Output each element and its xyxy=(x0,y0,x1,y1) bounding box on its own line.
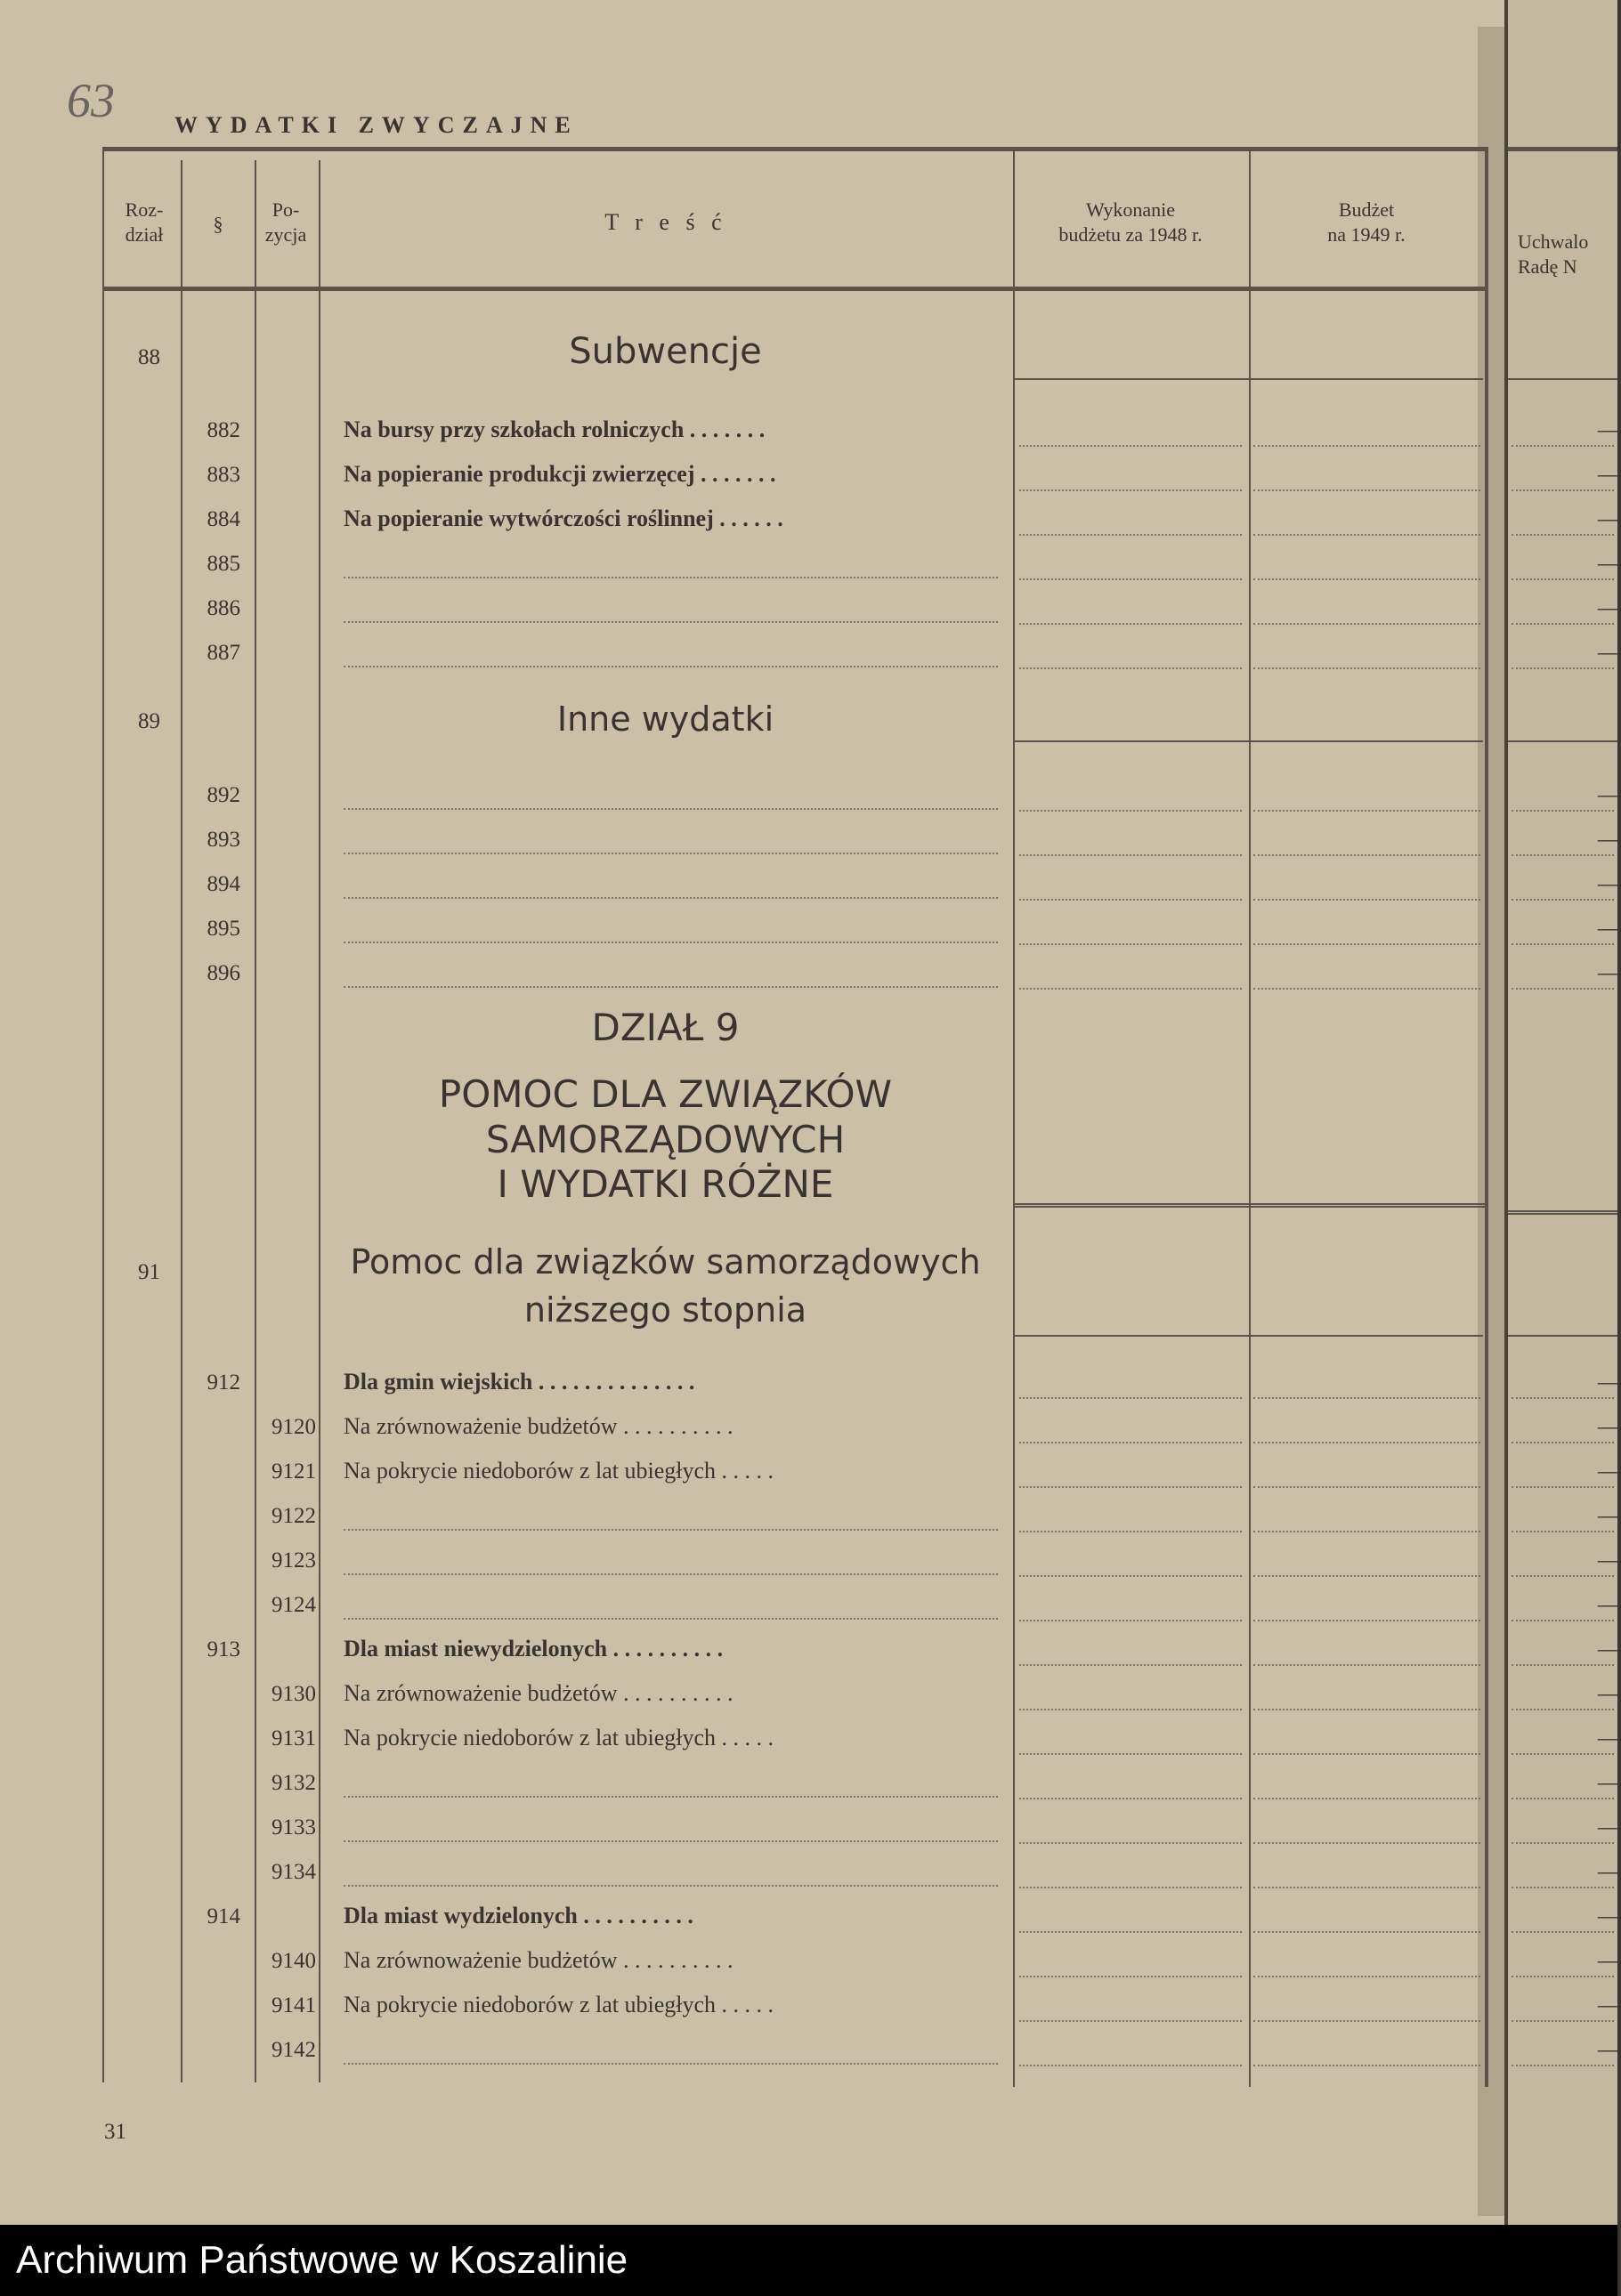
header-pozycja: Po- zycja xyxy=(264,198,307,246)
amount-dotted-line xyxy=(1019,445,1242,447)
amount-dotted-line xyxy=(1019,667,1242,669)
amount-dotted-line xyxy=(1512,1442,1614,1443)
empty-row-line xyxy=(344,621,998,623)
empty-row-line xyxy=(344,808,998,810)
amount-dotted-line xyxy=(1019,1664,1242,1666)
amount-dash: — xyxy=(1598,2036,1621,2062)
vline-wykonanie xyxy=(1249,147,1251,2087)
amount-dotted-line xyxy=(1019,1486,1242,1488)
dzial-line3: SAMORZĄDOWYCH xyxy=(485,1118,846,1161)
amount-dotted-line xyxy=(1253,1486,1480,1488)
right-separator xyxy=(1508,740,1617,742)
empty-row-line xyxy=(344,942,998,943)
amount-dotted-line xyxy=(1512,1531,1614,1532)
amount-dash: — xyxy=(1598,870,1621,896)
amount-dotted-line xyxy=(1253,1397,1480,1399)
amount-dotted-line xyxy=(1019,534,1242,536)
amount-dotted-line xyxy=(1019,854,1242,856)
amount-dash: — xyxy=(1598,1814,1621,1839)
amount-dotted-line xyxy=(1253,854,1480,856)
amount-dotted-line xyxy=(1512,1887,1614,1888)
paragraf-number: 913 xyxy=(207,1637,240,1661)
pozycja-number: 9120 xyxy=(272,1415,316,1439)
dzial-divider-right xyxy=(1508,1210,1617,1215)
amount-dotted-line xyxy=(1253,1531,1480,1532)
amount-dotted-line xyxy=(1019,1397,1242,1399)
amount-dash: — xyxy=(1598,826,1621,852)
amount-dotted-line xyxy=(1253,1709,1480,1710)
amount-dotted-line xyxy=(1512,2020,1614,2022)
empty-row-line xyxy=(344,853,998,854)
pozycja-number: 9141 xyxy=(272,1993,316,2017)
amount-dotted-line xyxy=(1019,1620,1242,1621)
row-description: Na popieranie wytwórczości roślinnej . . . . . . xyxy=(344,505,783,531)
pozycja-number: 9134 xyxy=(272,1860,316,1884)
header-bottom-border xyxy=(102,287,1487,291)
running-title: WYDATKI ZWYCZAJNE xyxy=(174,112,579,138)
amount-dotted-line xyxy=(1512,1575,1614,1577)
row-description: Dla gmin wiejskich . . . . . . . . . . . . . . xyxy=(344,1369,695,1395)
amount-dotted-line xyxy=(1019,1753,1242,1755)
vline-left xyxy=(102,147,104,2082)
amount-dotted-line xyxy=(1253,1664,1480,1666)
amount-dash: — xyxy=(1598,1547,1621,1572)
amount-dotted-line xyxy=(1253,899,1480,901)
amount-separator xyxy=(1015,740,1483,742)
header-budzet: Budżet na 1949 r. xyxy=(1327,198,1406,246)
rozdzial-88: 88 xyxy=(138,345,160,369)
amount-dotted-line xyxy=(1512,1709,1614,1710)
empty-row-line xyxy=(344,577,998,578)
empty-row-line xyxy=(344,1840,998,1842)
paragraf-number: 887 xyxy=(207,641,240,665)
amount-dash: — xyxy=(1598,639,1621,665)
amount-dotted-line xyxy=(1253,489,1480,491)
amount-dotted-line xyxy=(1512,1664,1614,1666)
amount-dash: — xyxy=(1598,1858,1621,1884)
empty-row-line xyxy=(344,1796,998,1798)
amount-dash: — xyxy=(1598,1769,1621,1795)
amount-dotted-line xyxy=(1512,1753,1614,1755)
row-description: Na zrównoważenie budżetów . . . . . . . . . . xyxy=(344,1413,734,1439)
amount-dash: — xyxy=(1598,1992,1621,2017)
rozdzial-89: 89 xyxy=(138,709,160,733)
amount-dotted-line xyxy=(1253,1753,1480,1755)
pozycja-number: 9130 xyxy=(272,1682,316,1706)
section-title-91-line1: Pomoc dla związków samorządowych xyxy=(350,1242,981,1281)
section-title-subwencje: Subwencje xyxy=(569,331,762,372)
pozycja-number: 9132 xyxy=(272,1771,316,1795)
page-number: 31 xyxy=(104,2120,126,2144)
amount-dash: — xyxy=(1598,1502,1621,1528)
paragraf-number: 883 xyxy=(207,463,240,487)
amount-dash: — xyxy=(1598,1458,1621,1484)
amount-dotted-line xyxy=(1512,445,1614,447)
amount-dotted-line xyxy=(1019,988,1242,990)
right-page-top-border xyxy=(1508,147,1617,151)
empty-row-line xyxy=(344,666,998,667)
amount-dotted-line xyxy=(1019,1442,1242,1443)
row-description: Na bursy przy szkołach rolniczych . . . . . . . xyxy=(344,416,766,442)
paragraf-number: 914 xyxy=(207,1904,240,1928)
dzial-divider xyxy=(1013,1203,1487,1208)
amount-dotted-line xyxy=(1512,2065,1614,2066)
amount-dotted-line xyxy=(1253,534,1480,536)
row-description: Na pokrycie niedoborów z lat ubiegłych . . . . . xyxy=(344,1992,774,2017)
amount-dotted-line xyxy=(1019,578,1242,580)
amount-dotted-line xyxy=(1253,1976,1480,1977)
row-description: Na popieranie produkcji zwierzęcej . . . . . . . xyxy=(344,461,776,487)
empty-row-line xyxy=(344,986,998,988)
amount-dotted-line xyxy=(1253,445,1480,447)
amount-dotted-line xyxy=(1019,1531,1242,1532)
paragraf-number: 884 xyxy=(207,507,240,531)
amount-dotted-line xyxy=(1253,1620,1480,1621)
empty-row-line xyxy=(344,1885,998,1887)
amount-dash: — xyxy=(1598,416,1621,442)
amount-dotted-line xyxy=(1253,667,1480,669)
amount-dotted-line xyxy=(1019,2065,1242,2066)
amount-dash: — xyxy=(1598,461,1621,487)
pozycja-number: 9133 xyxy=(272,1815,316,1839)
empty-row-line xyxy=(344,1573,998,1575)
right-separator xyxy=(1508,1335,1617,1337)
amount-dash: — xyxy=(1598,594,1621,620)
pozycja-number: 9142 xyxy=(272,2038,316,2062)
amount-dotted-line xyxy=(1512,667,1614,669)
amount-dotted-line xyxy=(1253,1931,1480,1933)
row-description: Na zrównoważenie budżetów . . . . . . . . . . xyxy=(344,1680,734,1706)
empty-row-line xyxy=(344,1529,998,1531)
header-rozdzial: Roz- dział xyxy=(125,198,164,246)
amount-dotted-line xyxy=(1512,943,1614,945)
amount-dotted-line xyxy=(1512,810,1614,812)
amount-dash: — xyxy=(1598,915,1621,941)
page-gutter xyxy=(1478,27,1504,2216)
empty-row-line xyxy=(344,897,998,899)
pozycja-number: 9123 xyxy=(272,1548,316,1572)
pozycja-number: 9131 xyxy=(272,1726,316,1750)
pozycja-number: 9124 xyxy=(272,1593,316,1617)
amount-dotted-line xyxy=(1512,1620,1614,1621)
amount-dotted-line xyxy=(1253,1798,1480,1799)
paragraf-number: 886 xyxy=(207,596,240,620)
amount-dotted-line xyxy=(1512,899,1614,901)
row-description: Na zrównoważenie budżetów . . . . . . . . . . xyxy=(344,1947,734,1973)
amount-dotted-line xyxy=(1253,623,1480,625)
vline-tresc xyxy=(1013,147,1015,2087)
paragraf-number: 912 xyxy=(207,1370,240,1395)
amount-dotted-line xyxy=(1019,1798,1242,1799)
amount-dotted-line xyxy=(1019,1931,1242,1933)
handwritten-page-number: 63 xyxy=(67,74,115,127)
amount-dotted-line xyxy=(1253,988,1480,990)
adjacent-page xyxy=(1504,0,1617,2225)
amount-dotted-line xyxy=(1019,943,1242,945)
amount-dotted-line xyxy=(1253,1442,1480,1443)
amount-dotted-line xyxy=(1512,489,1614,491)
vline-budzet xyxy=(1485,147,1488,2087)
amount-dotted-line xyxy=(1253,2065,1480,2066)
paragraf-number: 885 xyxy=(207,552,240,576)
amount-dotted-line xyxy=(1512,1931,1614,1933)
archive-footer: Archiwum Państwowe w Koszalinie xyxy=(0,2225,1617,2296)
vline-rozdzial xyxy=(181,160,182,2082)
header-wykonanie: Wykonanie budżetu za 1948 r. xyxy=(1058,198,1203,246)
paragraf-number: 893 xyxy=(207,828,240,852)
amount-dotted-line xyxy=(1019,899,1242,901)
pozycja-number: 9121 xyxy=(272,1459,316,1484)
amount-dotted-line xyxy=(1019,810,1242,812)
amount-dash: — xyxy=(1598,781,1621,807)
amount-dotted-line xyxy=(1019,1887,1242,1888)
amount-dotted-line xyxy=(1019,1709,1242,1710)
row-description: Na pokrycie niedoborów z lat ubiegłych . . . . . xyxy=(344,1725,774,1750)
amount-dash: — xyxy=(1598,1947,1621,1973)
dzial-line4: I WYDATKI RÓŻNE xyxy=(497,1162,834,1206)
section-title-inne: Inne wydatki xyxy=(556,699,774,739)
amount-dotted-line xyxy=(1512,854,1614,856)
amount-dotted-line xyxy=(1019,1976,1242,1977)
amount-dotted-line xyxy=(1019,2020,1242,2022)
paragraf-number: 882 xyxy=(207,418,240,442)
amount-dotted-line xyxy=(1253,810,1480,812)
amount-dash: — xyxy=(1598,505,1621,531)
amount-dash: — xyxy=(1598,959,1621,985)
right-separator xyxy=(1508,378,1617,380)
header-paragraf: § xyxy=(213,213,223,235)
paragraf-number: 895 xyxy=(207,917,240,941)
amount-dotted-line xyxy=(1512,1798,1614,1799)
amount-dotted-line xyxy=(1019,623,1242,625)
table-top-border xyxy=(102,147,1487,151)
paragraf-number: 894 xyxy=(207,872,240,896)
amount-dash: — xyxy=(1598,1591,1621,1617)
amount-dash: — xyxy=(1598,550,1621,576)
amount-dotted-line xyxy=(1253,1842,1480,1844)
rozdzial-91: 91 xyxy=(138,1260,160,1284)
empty-row-line xyxy=(344,1618,998,1620)
amount-dotted-line xyxy=(1512,578,1614,580)
amount-dotted-line xyxy=(1512,534,1614,536)
amount-dotted-line xyxy=(1512,988,1614,990)
amount-dotted-line xyxy=(1512,1842,1614,1844)
amount-dotted-line xyxy=(1512,1486,1614,1488)
pozycja-number: 9122 xyxy=(272,1504,316,1528)
amount-dotted-line xyxy=(1253,2020,1480,2022)
amount-dash: — xyxy=(1598,1680,1621,1706)
row-description: Dla miast niewydzielonych . . . . . . . . . . xyxy=(344,1636,724,1661)
amount-dash: — xyxy=(1598,1413,1621,1439)
amount-dotted-line xyxy=(1512,623,1614,625)
header-tresc: T r e ś ć xyxy=(604,209,727,235)
amount-dash: — xyxy=(1598,1636,1621,1661)
amount-dotted-line xyxy=(1253,943,1480,945)
paragraf-number: 892 xyxy=(207,783,240,807)
row-description: Na pokrycie niedoborów z lat ubiegłych . . . . . xyxy=(344,1458,774,1484)
paragraf-number: 896 xyxy=(207,961,240,985)
amount-dotted-line xyxy=(1253,1575,1480,1577)
amount-dash: — xyxy=(1598,1369,1621,1395)
amount-dash: — xyxy=(1598,1725,1621,1750)
empty-row-line xyxy=(344,2063,998,2065)
amount-separator xyxy=(1015,1335,1483,1337)
amount-dotted-line xyxy=(1019,1575,1242,1577)
dzial-line2: POMOC DLA ZWIĄZKÓW xyxy=(438,1072,893,1116)
amount-dotted-line xyxy=(1019,1842,1242,1844)
amount-dotted-line xyxy=(1512,1976,1614,1977)
pozycja-number: 9140 xyxy=(272,1949,316,1973)
amount-dotted-line xyxy=(1253,578,1480,580)
amount-dotted-line xyxy=(1019,489,1242,491)
header-uchwalono: Uchwalo Radę N xyxy=(1518,230,1589,278)
section-title-91-line2: niższego stopnia xyxy=(523,1290,807,1330)
amount-dotted-line xyxy=(1253,1887,1480,1888)
row-description: Dla miast wydzielonych . . . . . . . . . . xyxy=(344,1903,693,1928)
amount-separator xyxy=(1015,378,1483,380)
amount-dash: — xyxy=(1598,1903,1621,1928)
amount-dotted-line xyxy=(1512,1397,1614,1399)
dzial-line1: DZIAŁ 9 xyxy=(591,1006,740,1049)
